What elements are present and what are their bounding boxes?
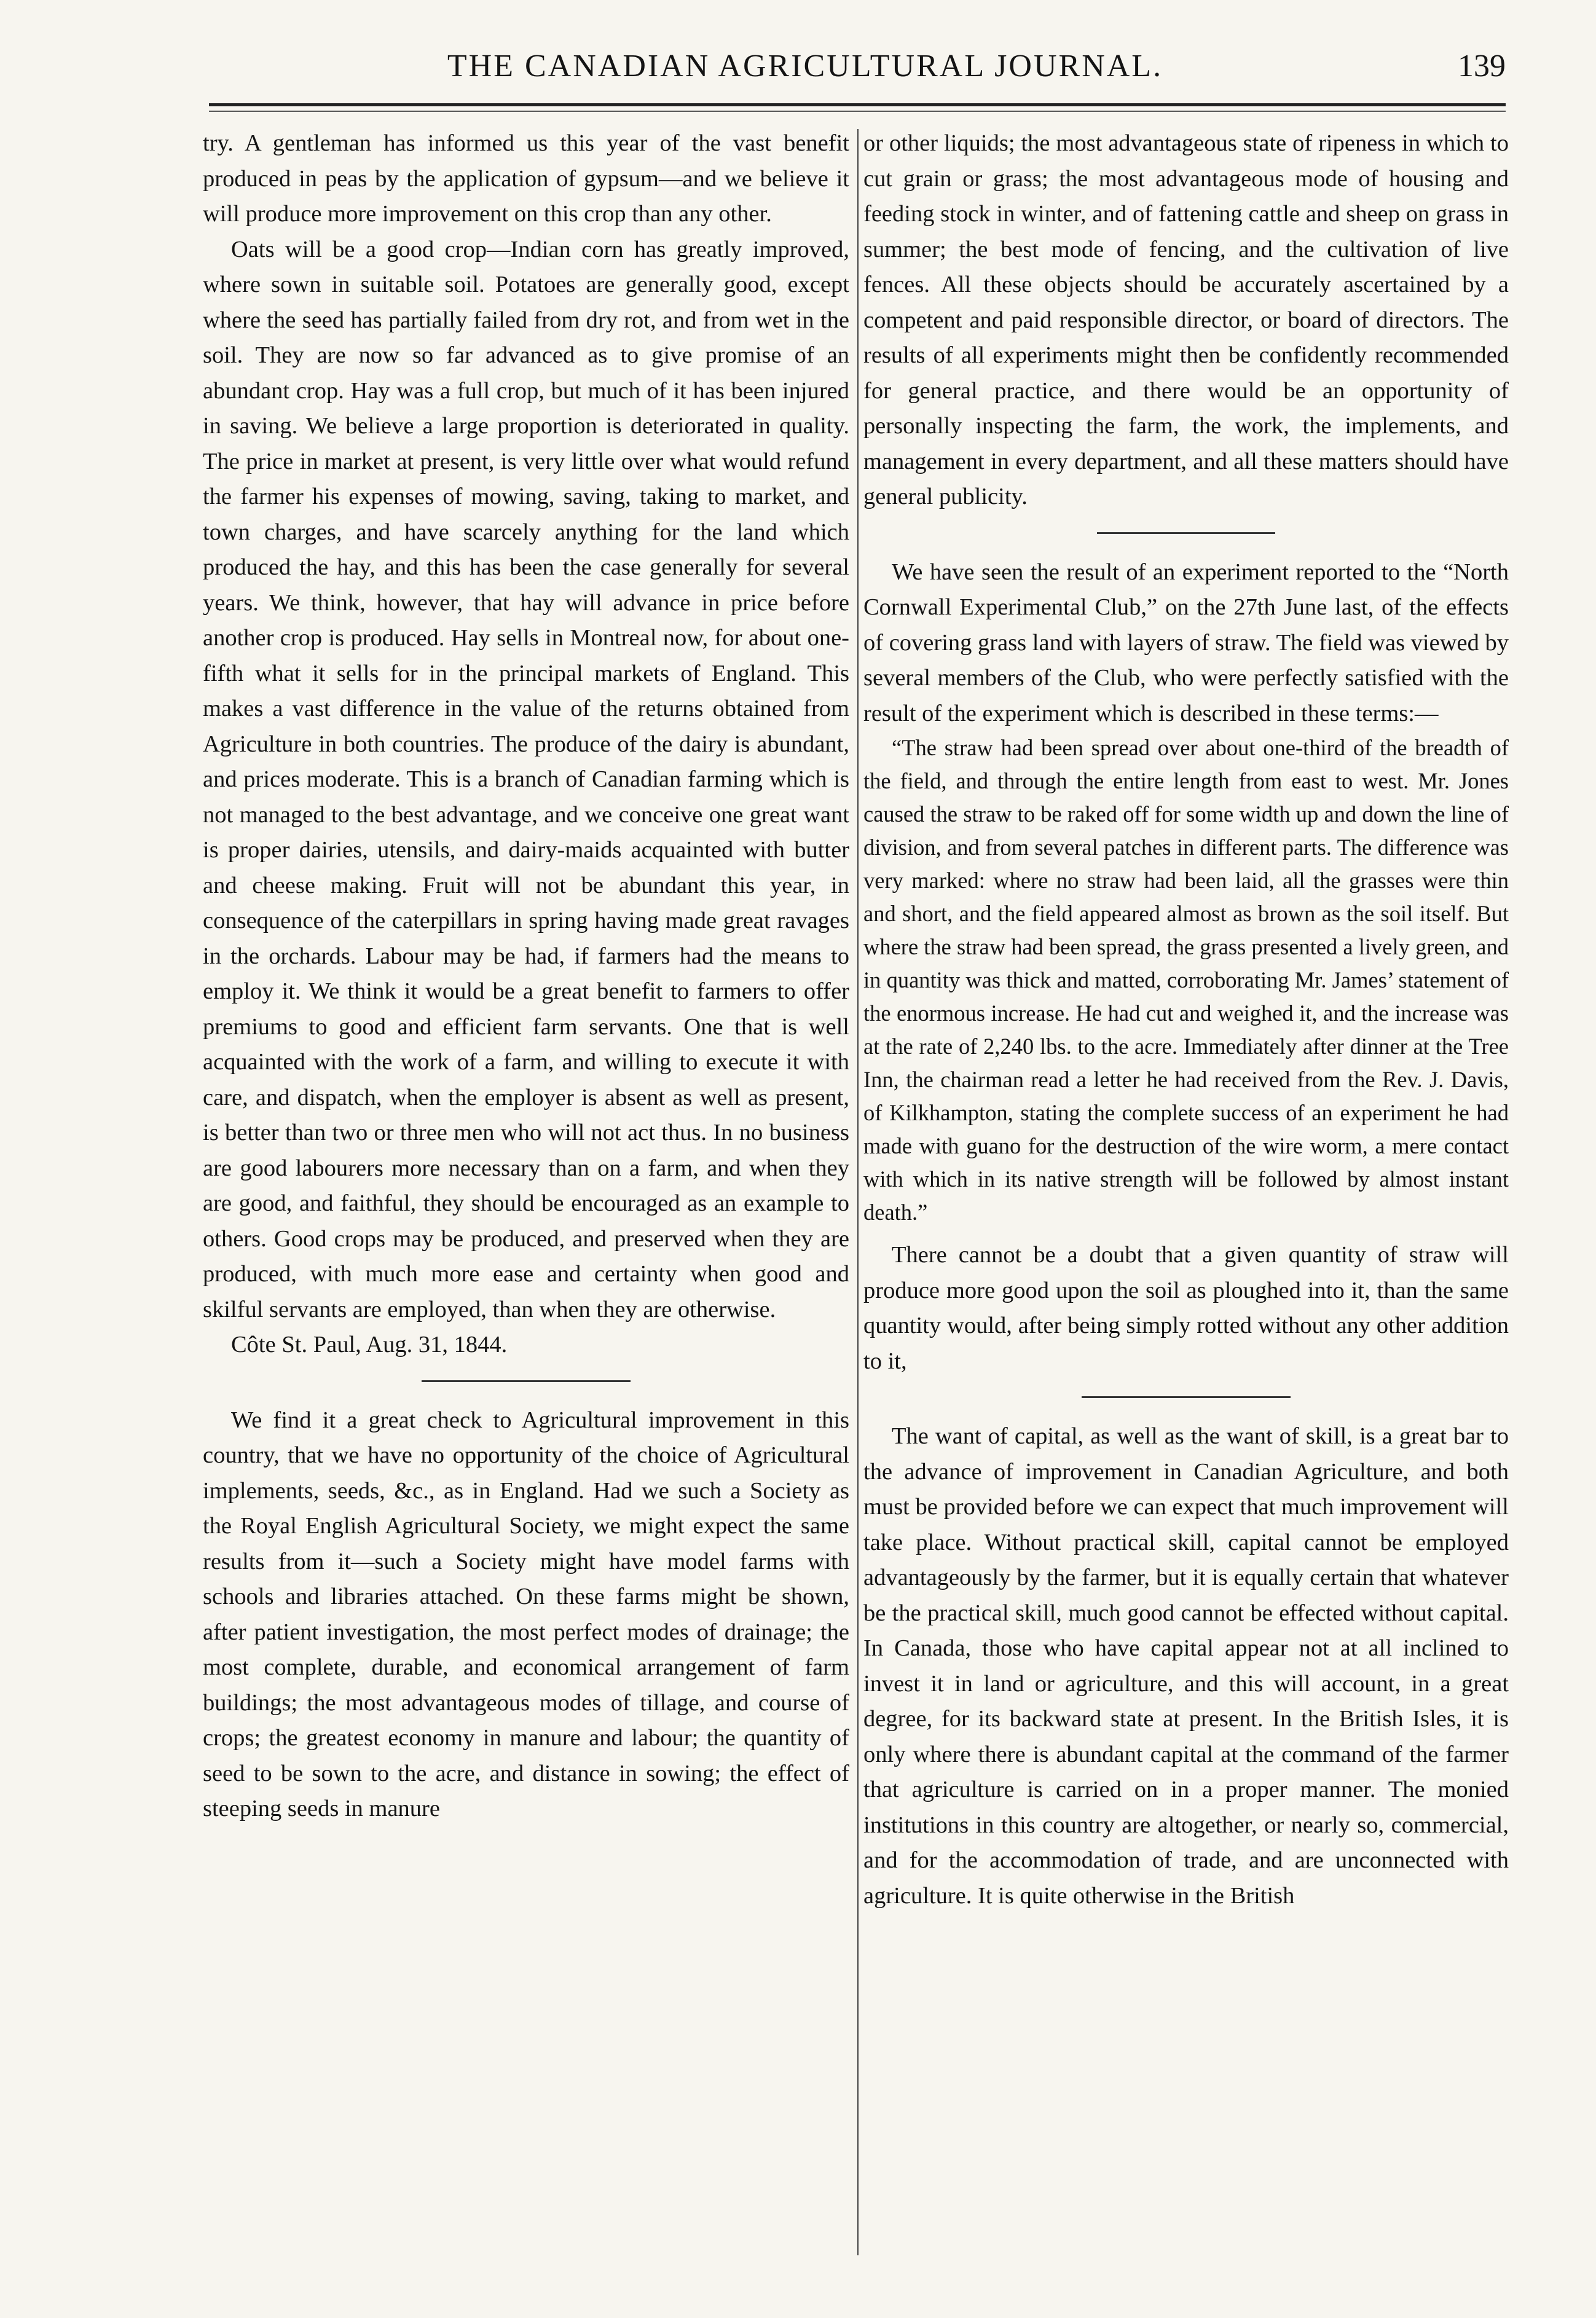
- left-column: [203, 126, 849, 1827]
- left-paragraph-2: Oats will be a good crop—Indian corn has greatly improved, where sown in suitable soil. Potatoes are generally good, except where the seed has partially failed from dry rot, and from wet in the soil. They are now so far advanced as to give promise of an abundant crop. Hay was a full crop, but much of it has been injured in saving. We believe a large proportion is deteriorated in quality. The price in market at present, is very little over what would refund the farmer his expenses of mowing, saving, taking to market, and town charges, and have scarcely anything for the land which produced the hay, and this has been the case generally for several years. We think, however, that hay will advance in price before another crop is produced. Hay sells in Montreal now, for about one-fifth what it sells for in the principal markets of England. This makes a vast difference in the value of the returns obtained from Agriculture in both countries. The produce of the dairy is abundant, and prices moderate. This is a branch of Canadian farming which is not managed to the best advantage, and we conceive one great want is proper dairies, utensils, and dairy-maids acquainted with butter and cheese making. Fruit will not be abundant this year, in consequence of the caterpillars in spring having made great ravages in the orchards. Labour may be had, if farmers had the means to employ it. We think it would be a great benefit to farmers to offer premiums to good and efficient farm servants. One that is well acquainted with the work of a farm, and willing to execute it with care, and dispatch, when the employer is absent as well as present, is better than two or three men who will not act thus. In no business are good labourers more necessary than on a farm, and when they are good, and faithful, they should be encouraged as an example to others. Good crops may be produced, and preserved when they are produced, with much more ease and certainty when good and skilful servants are employed, than when they are otherwise.: [203, 236, 849, 1322]
- header-double-rule: [209, 103, 1506, 112]
- left-paragraph-1: try. A gentleman has informed us this year of the vast benefit produced in peas by the application of gypsum—and we believe it will produce more improvement on this crop than any other.: [203, 130, 849, 227]
- section-separator-rule: [1082, 1396, 1291, 1398]
- running-header-title: THE CANADIAN AGRICULTURAL JOURNAL.: [447, 49, 1163, 84]
- dateline-signoff: Côte St. Paul, Aug. 31, 1844.: [231, 1332, 508, 1357]
- left-paragraph-3: We find it a great check to Agricultural improvement in this country, that we have no opportunity of the choice of Agricultural implements, seeds, &c., as in England. Had we such a Society as the Royal English Agricultural Society, we might expect the same results from it—such a Society might have model farms with schools and libraries attached. On these farms might be shown, after patient investigation, the most perfect modes of drainage; the most complete, durable, and economical arrangement of farm buildings; the most advantageous modes of tillage, and course of crops; the greatest economy in manure and labour; the quantity of seed to be sown to the acre, and distance in sowing; the effect of steeping seeds in manure: [203, 1407, 849, 1821]
- right-paragraph-2: We have seen the result of an experiment reported to the “North Cornwall Experimental Club,” on the 27th June last, of the effects of covering grass land with layers of straw. The field was viewed by several members of the Club, who were perfectly satisfied with the result of the experiment which is described in these terms:—: [863, 559, 1509, 726]
- right-paragraph-1: or other liquids; the most advantageous state of ripeness in which to cut grain or grass; the most advantageous mode of housing and feeding stock in winter, and of fattening cattle and sheep on grass in summer; the best mode of fencing, and the cultivation of live fences. All these objects should be accurately ascertained by a competent and paid responsible director, or board of directors. The results of all experiments might then be confidently recommended for general practice, and there would be an opportunity of personally inspecting the farm, the work, the implements, and management in every department, and all these matters should have general publicity.: [863, 130, 1509, 509]
- column-divider: [857, 129, 859, 2255]
- section-separator-rule: [1097, 532, 1275, 534]
- quoted-report: “The straw had been spread over about one-third of the breadth of the field, and through the entire length from east to west. Mr. Jones caused the straw to be raked off for some width up and down the line of division, and from several patches in different parts. The difference was very marked: where no straw had been laid, all the grasses were thin and short, and the field appeared almost as brown as the soil itself. But where the straw had been spread, the grass presented a lively green, and in quantity was thick and matted, corroborating Mr. James’ statement of the enormous increase. He had cut and weighed it, and the increase was at the rate of 2,240 lbs. to the acre. Immediately after dinner at the Tree Inn, the chairman read a letter he had received from the Rev. J. Davis, of Kilkhampton, stating the complete success of an experiment he had made with guano for the destruction of the wire worm, a mere contact with which in its native strength will be followed by almost instant death.”: [863, 735, 1509, 1225]
- section-separator-rule: [422, 1380, 631, 1382]
- right-paragraph-3: There cannot be a doubt that a given quantity of straw will produce more good upon the soil as ploughed into it, than the same quantity would, after being simply rotted without any other addition to it,: [863, 1242, 1509, 1374]
- spacer: [863, 1229, 1509, 1238]
- page-number: 139: [1458, 49, 1506, 84]
- right-column: [863, 126, 1509, 1914]
- right-paragraph-4: The want of capital, as well as the want of skill, is a great bar to the advance of improvement in Canadian Agriculture, and both must be provided before we can expect that much improvement will take place. Without practical skill, capital cannot be employed advantageously by the farmer, but it is equally certain that whatever be the practical skill, much good cannot be effected without capital. In Canada, those who have capital appear not at all inclined to invest it in land or agriculture, and this will account, in a great degree, for its backward state at present. In the British Isles, it is only where there is abundant capital at the command of the farmer that agriculture is carried on in a proper manner. The monied institutions in this country are altogether, or nearly so, commercial, and for the accommodation of trade, and are unconnected with agriculture. It is quite otherwise in the British: [863, 1423, 1509, 1909]
